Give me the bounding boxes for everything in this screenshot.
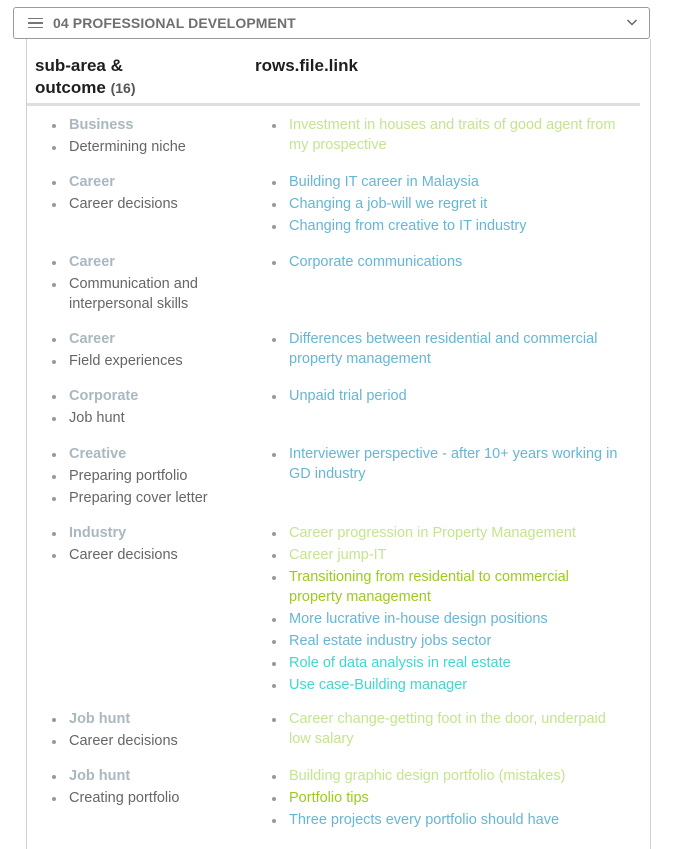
- sub-area-cell: [49, 387, 239, 431]
- file-link[interactable]: Building graphic design portfolio (mistakes): [269, 767, 619, 787]
- sub-area-label: Career: [49, 173, 239, 193]
- sub-area-cell: [49, 524, 239, 568]
- sub-area-cell: [49, 330, 239, 374]
- outcome-label: Determining niche: [49, 138, 239, 158]
- links-cell: [269, 524, 619, 698]
- file-link[interactable]: Changing a job-will we regret it: [269, 195, 619, 215]
- file-link[interactable]: Changing from creative to IT industry: [269, 217, 619, 237]
- links-cell: [269, 173, 619, 239]
- outcome-label: Creating portfolio: [49, 789, 239, 809]
- column-header-label: sub-area & outcome: [35, 56, 123, 97]
- file-link[interactable]: Interviewer perspective - after 10+ years working in GD industry: [269, 445, 619, 484]
- links-cell: [269, 445, 619, 487]
- sub-area-label: Career: [49, 253, 239, 273]
- outcome-label: Job hunt: [49, 409, 239, 429]
- file-link[interactable]: Unpaid trial period: [269, 387, 619, 407]
- outcome-label: Preparing portfolio: [49, 467, 239, 487]
- links-cell: [269, 387, 619, 409]
- file-link[interactable]: Career change-getting foot in the door, underpaid low salary: [269, 710, 619, 749]
- sub-area-cell: [49, 173, 239, 217]
- file-link[interactable]: Three projects every portfolio should have: [269, 811, 619, 831]
- file-link[interactable]: Career jump-IT: [269, 546, 619, 566]
- sub-area-cell: [49, 445, 239, 511]
- file-link[interactable]: More lucrative in-house design positions: [269, 610, 619, 630]
- sub-area-cell: [49, 116, 239, 160]
- hamburger-icon[interactable]: [28, 18, 43, 29]
- chevron-down-icon[interactable]: [626, 16, 638, 28]
- column-header-links[interactable]: rows.file.link: [255, 56, 358, 75]
- file-link[interactable]: Real estate industry jobs sector: [269, 632, 619, 652]
- file-link[interactable]: Role of data analysis in real estate: [269, 654, 619, 674]
- outcome-label: Communication and interpersonal skills: [49, 275, 239, 314]
- table-panel: [26, 39, 651, 849]
- sub-area-cell: [49, 767, 239, 811]
- links-cell: [269, 710, 619, 752]
- outcome-label: Preparing cover letter: [49, 489, 239, 509]
- sub-area-cell: [49, 253, 239, 317]
- sub-area-label: Job hunt: [49, 710, 239, 730]
- sub-area-label: Business: [49, 116, 239, 136]
- file-link[interactable]: Corporate communications: [269, 253, 619, 273]
- sub-area-label: Corporate: [49, 387, 239, 407]
- outcome-label: Career decisions: [49, 546, 239, 566]
- links-cell: [269, 330, 619, 372]
- sub-area-label: Creative: [49, 445, 239, 465]
- sub-area-label: Industry: [49, 524, 239, 544]
- outcome-label: Career decisions: [49, 195, 239, 215]
- section-title: 04 PROFESSIONAL DEVELOPMENT: [53, 15, 296, 31]
- links-cell: [269, 116, 619, 158]
- file-link[interactable]: Transitioning from residential to commercial property management: [269, 568, 619, 607]
- links-cell: [269, 253, 619, 275]
- sub-area-label: Job hunt: [49, 767, 239, 787]
- file-link[interactable]: Portfolio tips: [269, 789, 619, 809]
- header-divider: [27, 103, 640, 106]
- row-count: (16): [110, 80, 136, 96]
- links-cell: [269, 767, 619, 833]
- outcome-label: Field experiences: [49, 352, 239, 372]
- section-header[interactable]: [13, 7, 650, 39]
- file-link[interactable]: Career progression in Property Management: [269, 524, 619, 544]
- file-link[interactable]: Investment in houses and traits of good agent from my prospective: [269, 116, 619, 155]
- outcome-label: Career decisions: [49, 732, 239, 752]
- file-link[interactable]: Use case-Building manager: [269, 676, 619, 696]
- column-header-sub-area[interactable]: [35, 55, 135, 99]
- file-link[interactable]: Differences between residential and commercial property management: [269, 330, 619, 369]
- sub-area-label: Career: [49, 330, 239, 350]
- file-link[interactable]: Building IT career in Malaysia: [269, 173, 619, 193]
- sub-area-cell: [49, 710, 239, 754]
